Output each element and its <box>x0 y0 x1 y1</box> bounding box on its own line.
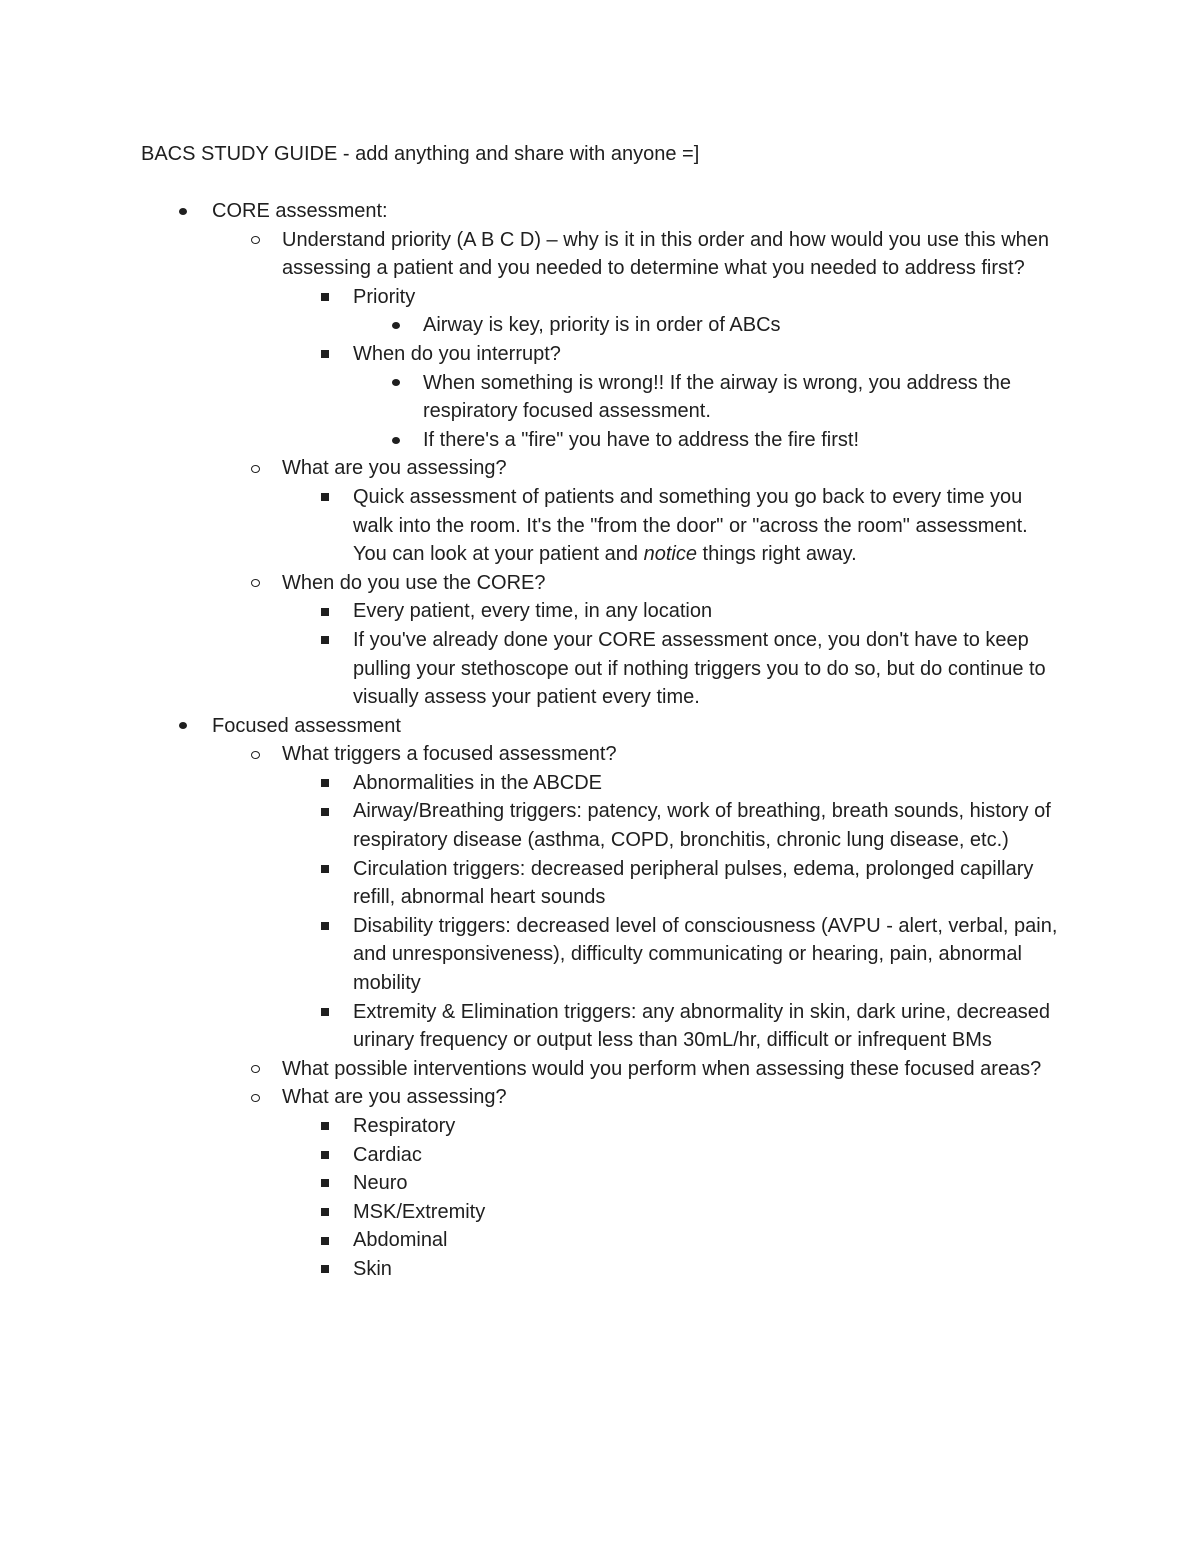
list-item-text: Extremity & Elimination triggers: any abnormality in skin, dark urine, decreased urinary frequency or output less than 30mL/hr, difficult or infrequent BMs <box>353 1000 1050 1052</box>
list-item <box>0 998 1200 1055</box>
hollow-circle-bullet-icon <box>248 1083 262 1112</box>
list-item <box>0 1055 1200 1084</box>
filled-square-bullet-icon <box>318 1169 332 1198</box>
list-item-text: CORE assessment: <box>212 200 388 222</box>
list-item-text: Skin <box>353 1257 392 1280</box>
list-item <box>0 740 1200 769</box>
list-item <box>0 1169 1200 1198</box>
list-item <box>0 1198 1200 1227</box>
list-item <box>0 797 1200 854</box>
filled-square-bullet-icon <box>318 283 332 312</box>
list-item-text: Every patient, every time, in any location <box>353 600 713 623</box>
filled-square-bullet-icon <box>318 1141 332 1170</box>
list-item <box>0 483 1200 569</box>
list-item-text: Quick assessment of patients and something you go back to every time you walk into the room. It's the "from the door" or "across the room" assessment. You can look at your patient and notice things right away. <box>353 485 1028 566</box>
filled-square-bullet-icon <box>318 797 332 826</box>
list-item-text: Respiratory <box>353 1115 456 1137</box>
filled-square-bullet-icon <box>318 340 332 369</box>
hollow-circle-bullet-icon <box>248 1055 262 1084</box>
list-item-text: If you've already done your CORE assessment once, you don't have to keep pulling your stethoscope out if nothing triggers you to do so, but do continue to visually assess your patient every time. <box>353 628 1046 709</box>
list-item <box>0 1141 1200 1170</box>
list-item <box>0 197 1200 226</box>
list-item <box>0 311 1200 340</box>
list-item <box>0 226 1200 283</box>
list-item-text: Abnormalities in the ABCDE <box>353 771 603 794</box>
outline-list <box>0 197 1200 1284</box>
list-item <box>0 1083 1200 1112</box>
list-item-text: What triggers a focused assessment? <box>282 743 617 766</box>
filled-square-bullet-icon <box>318 1112 332 1141</box>
filled-square-bullet-icon <box>318 1255 332 1284</box>
hollow-circle-bullet-icon <box>248 454 262 483</box>
hollow-circle-bullet-icon <box>248 740 262 769</box>
list-item <box>0 597 1200 626</box>
document-title: BACS STUDY GUIDE - add anything and share with anyone =] <box>141 143 700 165</box>
list-item-text: When do you use the CORE? <box>282 571 546 594</box>
list-item-text: Disability triggers: decreased level of consciousness (AVPU - alert, verbal, pain, and unresponsiveness), difficulty communicating or hearing, pain, abnormal mobility <box>353 914 1058 995</box>
list-item <box>0 626 1200 712</box>
hollow-circle-bullet-icon <box>248 226 262 255</box>
list-item-text: What are you assessing? <box>282 1086 507 1109</box>
filled-square-bullet-icon <box>318 626 332 655</box>
list-item <box>0 1255 1200 1284</box>
list-item-text: When something is wrong!! If the airway is wrong, you address the respiratory focused assessment. <box>423 371 1012 423</box>
list-item-text: Understand priority (A B C D) – why is it in this order and how would you use this when assessing a patient and you needed to determine what you needed to address first? <box>282 228 1050 280</box>
filled-square-bullet-icon <box>318 769 332 798</box>
list-item <box>0 1226 1200 1255</box>
list-item <box>0 283 1200 312</box>
emphasis-text: notice <box>643 543 697 566</box>
filled-dot-bullet-icon <box>176 712 190 741</box>
list-item <box>0 1112 1200 1141</box>
list-item <box>0 912 1200 998</box>
list-item <box>0 569 1200 598</box>
hollow-circle-bullet-icon <box>248 569 262 598</box>
list-item-text: What are you assessing? <box>282 457 507 480</box>
list-item-text: Neuro <box>353 1172 408 1195</box>
list-item <box>0 369 1200 426</box>
filled-square-bullet-icon <box>318 1226 332 1255</box>
list-item <box>0 769 1200 798</box>
list-item <box>0 454 1200 483</box>
list-item-text: Circulation triggers: decreased peripheral pulses, edema, prolonged capillary refill, abnormal heart sounds <box>353 857 1034 909</box>
list-item-text: Priority <box>353 285 416 308</box>
filled-square-bullet-icon <box>318 855 332 884</box>
filled-dot-bullet-icon <box>389 369 403 398</box>
list-item-text: Airway is key, priority is in order of ABCs <box>423 314 781 337</box>
list-item <box>0 712 1200 741</box>
filled-square-bullet-icon <box>318 597 332 626</box>
filled-square-bullet-icon <box>318 483 332 512</box>
list-item-text: What possible interventions would you perform when assessing these focused areas? <box>282 1057 1042 1080</box>
filled-dot-bullet-icon <box>389 311 403 340</box>
list-item <box>0 340 1200 369</box>
list-item-text: Cardiac <box>353 1143 422 1166</box>
filled-square-bullet-icon <box>318 912 332 941</box>
filled-square-bullet-icon <box>318 998 332 1027</box>
list-item-text: If there's a "fire" you have to address the fire first! <box>423 428 859 451</box>
list-item-text: Abdominal <box>353 1229 448 1252</box>
list-item-text: Focused assessment <box>212 714 401 737</box>
filled-square-bullet-icon <box>318 1198 332 1227</box>
filled-dot-bullet-icon <box>389 426 403 455</box>
list-item <box>0 855 1200 912</box>
list-item-text: MSK/Extremity <box>353 1200 486 1223</box>
filled-dot-bullet-icon <box>176 197 190 226</box>
list-item-text: When do you interrupt? <box>353 342 561 365</box>
list-item-text: Airway/Breathing triggers: patency, work of breathing, breath sounds, history of respiratory disease (asthma, COPD, bronchitis, chronic lung disease, etc.) <box>353 800 1051 852</box>
list-item <box>0 426 1200 455</box>
